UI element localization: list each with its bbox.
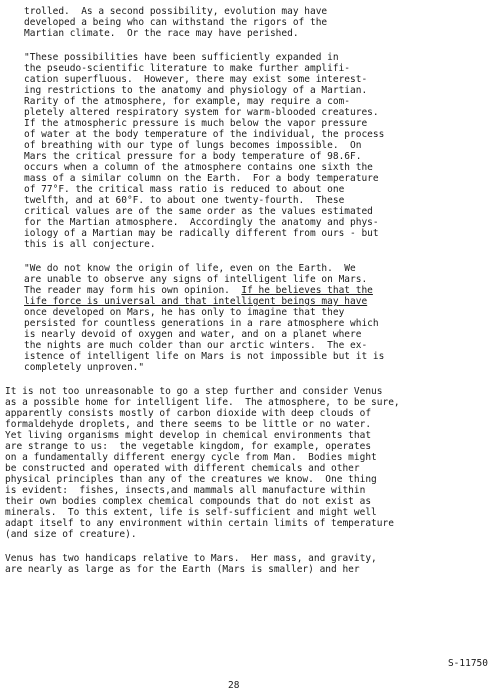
text-line: istence of intelligent life on Mars is not impossible but it is xyxy=(24,351,385,362)
text-line: (and size of creature). xyxy=(5,529,137,540)
text-line: ing restrictions to the anatomy and physiology of a Martian. xyxy=(24,85,368,96)
text-line: is evident: fishes, insects,and mammals all manufacture within xyxy=(5,485,366,496)
text-line: the nights are much colder than our arctic winters. The ex- xyxy=(24,340,368,351)
text-line: as a possible home for intelligent life. The atmosphere, to be sure, xyxy=(5,397,400,408)
text-line: persisted for countless generations in a rare atmosphere which xyxy=(24,318,379,329)
text-line: life force is universal and that intelligent beings may have xyxy=(24,296,368,307)
document-code: S-11750 xyxy=(447,658,488,669)
text-line: Venus has two handicaps relative to Mars. Her mass, and gravity, xyxy=(5,553,377,564)
text-line: iology of a Martian may be radically different from ours - but xyxy=(24,228,379,239)
text-line: mass of a similar column on the Earth. For a body temperature xyxy=(24,173,379,184)
text-line: of 77°F. the critical mass ratio is reduced to about one xyxy=(24,184,345,195)
text-line: apparently consists mostly of carbon dioxide with deep clouds of xyxy=(5,408,372,419)
text-line: the pseudo-scientific literature to make further amplifi- xyxy=(24,63,351,74)
text-line: twelfth, and at 60°F. to about one twenty-fourth. These xyxy=(24,195,345,206)
text-line: It is not too unreasonable to go a step further and consider Venus xyxy=(5,386,383,397)
text-line: are unable to observe any signs of intelligent life on Mars. xyxy=(24,274,368,285)
text-line: once developed on Mars, he has only to imagine that they xyxy=(24,307,345,318)
text-line: their own bodies complex chemical compounds that do not exist as xyxy=(5,496,372,507)
text-line: "These possibilities have been sufficiently expanded in xyxy=(24,52,339,63)
text-line: is nearly devoid of oxygen and water, and on a planet where xyxy=(24,329,362,340)
text-line: developed a being who can withstand the rigors of the xyxy=(24,17,328,28)
text-line: occurs when a column of the atmosphere contains one sixth the xyxy=(24,162,373,173)
text-line: Rarity of the atmosphere, for example, may require a com- xyxy=(24,96,351,107)
text-line: be constructed and operated with different chemicals and other xyxy=(5,463,360,474)
text-line: are nearly as large as for the Earth (Mars is smaller) and her xyxy=(5,564,360,575)
text-line: on a fundamentally different energy cycle from Man. Bodies might xyxy=(5,452,377,463)
text-line: "We do not know the origin of life, even on the Earth. We xyxy=(24,263,356,274)
text-line: pletely altered respiratory system for warm-blooded creatures. xyxy=(24,107,379,118)
text-line: of water at the body temperature of the individual, the process xyxy=(24,129,385,140)
text-line: If the atmospheric pressure is much below the vapor pressure xyxy=(24,118,368,129)
text-line: completely unproven." xyxy=(24,362,145,373)
page-number: 28 xyxy=(228,680,240,691)
text-line: The reader may form his own opinion. If he believes that the xyxy=(24,285,373,296)
text-line: trolled. As a second possibility, evolution may have xyxy=(24,6,328,17)
text-line: critical values are of the same order as the values estimated xyxy=(24,206,373,217)
text-line: are strange to us: the vegetable kingdom, for example, operates xyxy=(5,441,372,452)
text-line: formaldehyde droplets, and there seems to be little or no water. xyxy=(5,419,372,430)
text-line: adapt itself to any environment within certain limits of temperature xyxy=(5,518,394,529)
text-line: of breathing with our type of lungs becomes impossible. On xyxy=(24,140,362,151)
text-line: Martian climate. Or the race may have perished. xyxy=(24,28,299,39)
text-line: this is all conjecture. xyxy=(24,239,156,250)
text-line: Yet living organisms might develop in chemical environments that xyxy=(5,430,372,441)
text-line: cation superfluous. However, there may exist some interest- xyxy=(24,74,368,85)
text-line: Mars the critical pressure for a body temperature of 98.6F. xyxy=(24,151,362,162)
text-line: for the Martian atmosphere. Accordingly the anatomy and phys- xyxy=(24,217,379,228)
text-line: physical principles than any of the creatures we know. One thing xyxy=(5,474,377,485)
text-line: minerals. To this extent, life is self-sufficient and might well xyxy=(5,507,377,518)
